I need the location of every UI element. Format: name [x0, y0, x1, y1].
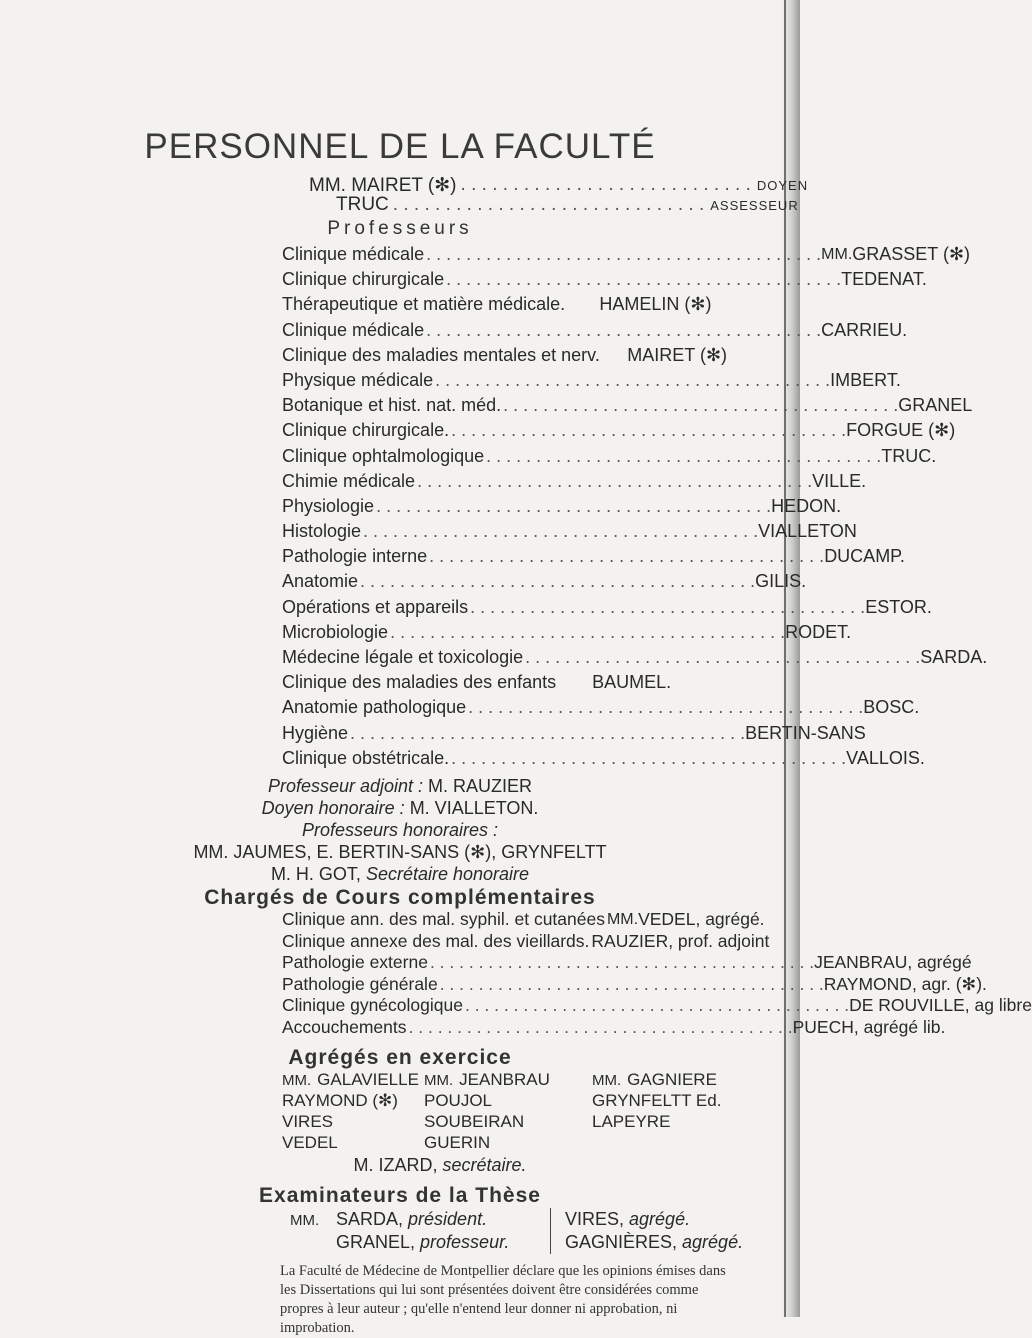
leader-dots: . . . . . . . . . . . . . . . . . . . . . . . . . . . . . . . . . . . . . . . .	[470, 596, 866, 617]
leader-dots: . . . . . . . . . . . . . . . . . . . . . . . . . . . . . . . . . . . . . . . .	[446, 269, 842, 290]
subject: Hygiène	[282, 722, 349, 743]
subject: Clinique chirurgicale	[282, 269, 445, 290]
leader-dots: . . . . . . . . . . . . . . . . . . . . . . . . . . . . . . . . . . . . . . . .	[486, 445, 882, 466]
list-item	[424, 1090, 592, 1111]
subject: Clinique des maladies mentales et nerv.	[282, 344, 600, 365]
table-row	[282, 267, 927, 292]
list-item	[592, 1090, 752, 1111]
professor-name: VALLOIS.	[846, 747, 925, 768]
agrege-name: GALAVIELLE	[317, 1070, 419, 1089]
leader-dots: . . . . . . . . . . . . . . . . . . . . . . . . . . . .	[460, 174, 751, 195]
agrege-name: VIRES	[282, 1112, 334, 1131]
table-row	[282, 670, 732, 695]
officer-role: ASSESSEUR	[710, 198, 799, 213]
table-row	[282, 569, 807, 594]
subject: Médecine légale et toxicologie	[282, 647, 524, 667]
prefix: MM.	[424, 1072, 454, 1089]
secretaire-label: secrétaire.	[442, 1155, 527, 1175]
professeurs-heading: Professeurs	[327, 218, 473, 239]
professor-name: GRANEL	[898, 395, 973, 416]
subject: Physiologie	[282, 495, 375, 516]
agreges-column	[424, 1069, 592, 1153]
subject: Clinique chirurgicale.	[282, 420, 450, 441]
examinateur-role: président.	[408, 1209, 488, 1229]
subject: Opérations et appareils	[282, 596, 469, 617]
list-item	[290, 1208, 550, 1231]
subject: Clinique ophtalmologique	[282, 445, 485, 466]
professeurs-table	[282, 242, 988, 771]
table-row	[282, 469, 867, 494]
professeurs-honoraires-label: Professeurs honoraires :	[301, 820, 499, 840]
leader-dots: . . . . . . . . . . . . . . . . . . . . . . . . . . . . . . . . . . . . . . . .	[426, 319, 822, 340]
list-item	[282, 1111, 424, 1132]
list-item	[592, 1111, 752, 1132]
officer-role: DOYEN	[756, 178, 809, 193]
agreges-column	[282, 1069, 424, 1153]
charges-heading: Chargés de Cours complémentaires	[204, 886, 596, 909]
leader-dots: . . . . . . . . . . . . . . . . . . . . . . . . . . . . . . . . . . . . . . . .	[468, 697, 864, 718]
table-row	[282, 444, 937, 469]
professor-name: GRASSET (✻)	[852, 244, 971, 264]
professor-name: IMBERT.	[830, 369, 901, 390]
professor-name: MAIRET (✻)	[627, 344, 728, 365]
table-row	[282, 695, 920, 720]
officer-prefix: MM.	[309, 175, 346, 196]
secretaire-honoraire	[0, 864, 800, 885]
footnote: La Faculté de Médecine de Montpellier déclare que les opinions émises dans les Dissertations qui lui sont présentées doivent être considérées comme propres à leur auteur ; qu'elle n'entend leur donner ni approbation, ni improbation.	[280, 1263, 726, 1336]
subject: Accouchements	[282, 1016, 407, 1037]
secretaire-name: M. IZARD,	[353, 1155, 438, 1175]
professor-name: CARRIEU.	[821, 319, 908, 340]
table-row	[282, 368, 901, 393]
leader-dots: . . . . . . . . . . . . . . . . . . . . . . . . . . . . . . . . . . . . . . . .	[417, 470, 813, 491]
table-row	[282, 721, 866, 746]
leader-dots: . . . . . . . . . . . . . . . . . . . . . . . . . . . . . . . . . . . . . . . .	[390, 621, 786, 642]
agreges-grid	[282, 1069, 752, 1153]
agrege-name: POUJOL	[424, 1091, 493, 1110]
leader-dots: . . . . . . . . . . . . . . . . . . . . . . . . . . . . . . . . . . . . . . . .	[464, 995, 850, 1015]
agrege-name: GAGNIERE	[627, 1070, 717, 1089]
table-row	[282, 952, 972, 974]
lecturer-name: VEDEL, agrégé.	[638, 909, 765, 929]
secretaire-honoraire-name: M. H. GOT,	[270, 864, 361, 884]
professor-name: TEDENAT.	[841, 269, 927, 290]
subject: Clinique ann. des mal. syphil. et cutanées	[282, 909, 605, 929]
prefix: MM.	[282, 1072, 312, 1089]
examinateur-name: GRANEL,	[336, 1232, 421, 1252]
professor-name: ESTOR.	[865, 596, 932, 617]
subject: Botanique et hist. nat. méd.	[282, 395, 502, 416]
professor-name: RODET.	[785, 621, 852, 642]
professor-name: HEDON.	[771, 495, 842, 516]
leader-dots: . . . . . . . . . . . . . . . . . . . . . . . . . . . . . . . . . . . . . . . .	[439, 973, 824, 994]
table-row	[282, 595, 932, 620]
lecturer-name: DE ROUVILLE, ag libre	[849, 995, 1032, 1015]
examinateur-role: professeur.	[420, 1232, 510, 1252]
professor-name: SARDA.	[920, 647, 988, 667]
subject: Pathologie interne	[282, 546, 428, 567]
table-row	[282, 418, 956, 443]
subject: Anatomie pathologique	[282, 697, 467, 718]
leader-dots: . . . . . . . . . . . . . . . . . . . . . . . . . . . . . . . . . . . . . . . .	[363, 521, 759, 542]
leader-dots: . . . . . . . . . . . . . . . . . . . . . . . . . . . . . . . . . . . . . . . .	[503, 395, 899, 416]
table-row	[282, 242, 971, 267]
list-item	[565, 1231, 744, 1254]
adjoint-label: Professeur adjoint :	[267, 776, 424, 796]
examinateurs-right	[550, 1208, 744, 1254]
page-title: PERSONNEL DE LA FACULTÉ	[144, 127, 656, 166]
list-item	[592, 1069, 752, 1090]
table-row	[282, 494, 842, 519]
table-row	[282, 973, 987, 996]
leader-dots: . . . . . . . . . . . . . . . . . . . . . . . . . . . . . . . . . . . . . . . .	[451, 747, 847, 768]
secretaire	[40, 1155, 840, 1176]
subject: Clinique médicale	[282, 244, 425, 264]
leader-dots: . . . . . . . . . . . . . . . . . . . . . . . . . . . . . . . . . . . . . . . .	[429, 952, 815, 972]
subject: Microbiologie	[282, 621, 389, 642]
table-row	[282, 930, 770, 953]
table-row	[282, 995, 1032, 1017]
list-item	[282, 1069, 424, 1090]
professor-name: BERTIN-SANS	[745, 722, 866, 743]
officer-name: TRUC	[336, 194, 389, 215]
professor-name: VILLE.	[812, 470, 867, 491]
examinateurs-block	[290, 1208, 744, 1254]
agreges-column	[592, 1069, 752, 1153]
list-item	[424, 1111, 592, 1132]
subject: Clinique obstétricale.	[282, 747, 450, 768]
list-item	[282, 1132, 424, 1153]
leader-dots: . . . . . . . . . . . . . . . . . . . . . . . . . . . . . . . . . . . . . . . .	[435, 369, 831, 390]
subject: Clinique médicale	[282, 319, 425, 340]
leader-dots: . . . . . . . . . . . . . . . . . . . . . . . . . . . . . . . . . . . . . . . .	[525, 647, 921, 667]
subject: Pathologie externe	[282, 952, 428, 972]
leader-dots: . . . . . . . . . . . . . . . . . . . . . . . . . . . . . . . . . . . . . . . .	[350, 722, 746, 743]
leader-dots: . . . . . . . . . . . . . . . . . . . . . . . . . . . . . . . . . . . . . . . .	[376, 495, 772, 516]
subject: Histologie	[282, 521, 362, 542]
examinateurs-left	[290, 1208, 550, 1254]
professeur-adjoint	[0, 776, 800, 797]
subject: Pathologie générale	[282, 973, 438, 994]
officer-assesseur	[336, 194, 799, 216]
lecturer-name: RAYMOND, agr. (✻).	[823, 973, 987, 994]
agrege-name: GUERIN	[424, 1133, 491, 1152]
adjoint-name: M. RAUZIER	[428, 776, 533, 796]
table-row	[282, 292, 732, 317]
subject: Physique médicale	[282, 369, 434, 390]
list-item	[290, 1231, 550, 1254]
subject: Chimie médicale	[282, 470, 416, 491]
table-row	[282, 645, 988, 670]
lecturer-name: PUECH, agrégé lib.	[792, 1016, 946, 1037]
subject: Thérapeutique et matière médicale.	[282, 294, 566, 315]
professor-name: DUCAMP.	[824, 546, 905, 567]
table-row	[282, 746, 925, 771]
lecturer-name: JEANBRAU, agrégé	[814, 952, 972, 972]
prefix	[558, 670, 592, 695]
examinateurs-heading: Examinateurs de la Thèse	[259, 1184, 541, 1207]
doyen-honoraire-label: Doyen honoraire :	[261, 798, 405, 818]
examinateur-name: GAGNIÈRES,	[565, 1232, 683, 1252]
list-item	[282, 1090, 424, 1111]
prefix	[602, 343, 627, 368]
examinateur-name: VIRES,	[565, 1209, 630, 1229]
agreges-heading: Agrégés en exercice	[288, 1046, 512, 1069]
table-row	[282, 909, 765, 931]
agreges-block	[282, 1069, 752, 1153]
list-item	[424, 1069, 592, 1090]
charges-table	[282, 909, 1032, 1038]
table-row	[282, 1016, 946, 1039]
table-row	[282, 620, 852, 645]
lecturer-name: RAUZIER, prof. adjoint	[591, 930, 770, 951]
professor-name: BOSC.	[863, 697, 920, 718]
list-item	[424, 1132, 592, 1153]
leader-dots: . . . . . . . . . . . . . . . . . . . . . . . . . . . . . . . . . . . . . . . .	[408, 1016, 793, 1037]
leader-dots: . . . . . . . . . . . . . . . . . . . . . . . . . . . . . . . . . . . . . . . .	[429, 546, 825, 567]
doyen-honoraire-name: M. VIALLETON.	[409, 798, 539, 818]
professor-name: VIALLETON	[758, 521, 857, 542]
leader-dots: . . . . . . . . . . . . . . . . . . . . . . . . . . . . . . . . . . . . . . . .	[426, 244, 822, 264]
subject: Clinique des maladies des enfants	[282, 672, 557, 693]
professeurs-honoraires-names: MM. JAUMES, E. BERTIN-SANS (✻), GRYNFELTT	[193, 842, 607, 862]
table-row	[282, 343, 732, 368]
agrege-name: SOUBEIRAN	[424, 1112, 525, 1131]
prefix: MM.	[592, 1072, 622, 1089]
subject: Anatomie	[282, 571, 359, 592]
examinateur-role: agrégé.	[682, 1232, 744, 1252]
table-row	[282, 318, 908, 343]
prefix: MM.	[290, 1212, 320, 1229]
agrege-name: RAYMOND (✻)	[282, 1091, 398, 1110]
professor-name: BAUMEL.	[592, 672, 672, 693]
examinateur-name: SARDA,	[336, 1209, 409, 1229]
leader-dots: . . . . . . . . . . . . . . . . . . . . . . . . . . . . . .	[392, 194, 705, 215]
agrege-name: VEDEL	[282, 1133, 338, 1152]
subject: Clinique gynécologique	[282, 995, 463, 1015]
professor-name: FORGUE (✻)	[846, 420, 956, 441]
leader-dots: . . . . . . . . . . . . . . . . . . . . . . . . . . . . . . . . . . . . . . . .	[360, 571, 756, 592]
table-row	[282, 544, 905, 569]
doyen-honoraire	[0, 798, 800, 819]
professor-name: GILIS.	[755, 571, 807, 592]
professor-name: HAMELIN (✻)	[599, 294, 712, 315]
list-item	[565, 1208, 740, 1231]
examinateur-role: agrégé.	[629, 1209, 691, 1229]
professor-name: TRUC.	[881, 445, 937, 466]
agrege-name: JEANBRAU	[459, 1070, 550, 1089]
agrege-name: LAPEYRE	[592, 1112, 671, 1131]
agrege-name: GRYNFELTT Ed.	[592, 1091, 722, 1110]
prefix: MM.	[821, 246, 853, 263]
prefix	[567, 292, 599, 317]
table-row	[282, 393, 973, 418]
subject: Clinique annexe des mal. des vieillards.	[282, 930, 590, 951]
leader-dots: . . . . . . . . . . . . . . . . . . . . . . . . . . . . . . . . . . . . . . . .	[451, 420, 847, 441]
prefix: MM.	[606, 911, 639, 928]
officer-name: MAIRET (✻)	[351, 175, 457, 196]
secretaire-honoraire-label: Secrétaire honoraire	[365, 864, 530, 884]
table-row	[282, 519, 857, 544]
